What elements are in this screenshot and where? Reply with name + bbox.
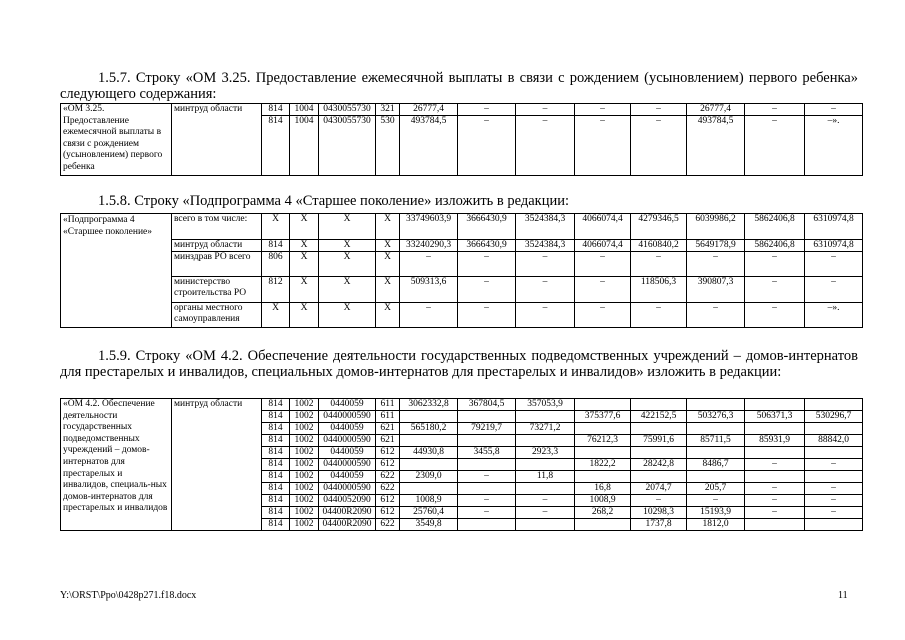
t2-cell: 5862406,8 bbox=[745, 214, 805, 240]
t3-cell: 622 bbox=[376, 471, 400, 483]
t2-cell: X bbox=[376, 214, 400, 240]
t1-cell: 814 bbox=[262, 104, 290, 116]
t1-cell: 0430055730 bbox=[319, 116, 376, 176]
t3-cell: 2074,7 bbox=[631, 483, 687, 495]
t3-cell bbox=[575, 423, 631, 435]
t2-row-label: минтруд области bbox=[172, 240, 262, 252]
t3-cell: 0440000590 bbox=[319, 459, 376, 471]
t3-cell: 0440000590 bbox=[319, 411, 376, 423]
t3-cell: 1002 bbox=[290, 411, 319, 423]
t3-cell bbox=[458, 435, 516, 447]
t2-cell: – bbox=[516, 277, 575, 303]
t3-cell: 88842,0 bbox=[805, 435, 863, 447]
t2-cell: 118506,3 bbox=[631, 277, 687, 303]
t3-cell: 25760,4 bbox=[400, 507, 458, 519]
t3-cell: 0440059 bbox=[319, 399, 376, 411]
t2-cell: 4066074,4 bbox=[575, 240, 631, 252]
t2-cell: 3524384,3 bbox=[516, 214, 575, 240]
t3-cell: 8486,7 bbox=[687, 459, 745, 471]
t3-cell: 04400R2090 bbox=[319, 519, 376, 531]
t3-cell: 814 bbox=[262, 471, 290, 483]
t3-cell bbox=[458, 459, 516, 471]
t3-cell: 3455,8 bbox=[458, 447, 516, 459]
t3-cell bbox=[400, 483, 458, 495]
t3-cell: – bbox=[458, 495, 516, 507]
t3-cell bbox=[687, 447, 745, 459]
t3-cell: 565180,2 bbox=[400, 423, 458, 435]
file-path: Y:\ORST\Ppo\0428p271.f18.docx bbox=[60, 590, 197, 601]
t2-cell: – bbox=[400, 303, 458, 328]
t3-cell: 11,8 bbox=[516, 471, 575, 483]
t3-cell: 621 bbox=[376, 423, 400, 435]
t3-name-cell: «ОМ 4.2. Обеспечение деятельности государственных подведомственных учреждений – домов-интернатов для престарелых и инвалидов, специаль-ных домов-интернатов для престарелых и инвалидов bbox=[61, 399, 172, 531]
t3-cell: – bbox=[745, 507, 805, 519]
t1-cell: – bbox=[516, 116, 575, 176]
t1-cell: – bbox=[458, 104, 516, 116]
t3-cell: 28242,8 bbox=[631, 459, 687, 471]
t3-cell: 622 bbox=[376, 519, 400, 531]
t3-cell: 2923,3 bbox=[516, 447, 575, 459]
t3-cell bbox=[516, 459, 575, 471]
t2-cell: 6039986,2 bbox=[687, 214, 745, 240]
t2-cell: 509313,6 bbox=[400, 277, 458, 303]
t2-cell: X bbox=[262, 214, 290, 240]
t3-cell: 04400R2090 bbox=[319, 507, 376, 519]
t2-cell: – bbox=[575, 252, 631, 277]
t1-cell: – bbox=[805, 104, 863, 116]
t3-cell: 10298,3 bbox=[631, 507, 687, 519]
t3-cell: – bbox=[805, 495, 863, 507]
paragraph-1-5-7: 1.5.7. Строку «ОМ 3.25. Предоставление ежемесячной выплаты в связи с рождением (усыновлением) первого ребенка» следующего содержания: bbox=[60, 70, 858, 102]
t3-cell: 1002 bbox=[290, 495, 319, 507]
t1-cell: 530 bbox=[376, 116, 400, 176]
t3-cell bbox=[805, 519, 863, 531]
t3-cell: 205,7 bbox=[687, 483, 745, 495]
t3-cell: 814 bbox=[262, 495, 290, 507]
t2-row-label: минздрав РО всего bbox=[172, 252, 262, 277]
t3-cell: 3549,8 bbox=[400, 519, 458, 531]
t2-cell: X bbox=[376, 303, 400, 328]
t3-cell bbox=[575, 471, 631, 483]
t2-cell: – bbox=[516, 252, 575, 277]
t2-cell: – bbox=[745, 303, 805, 328]
t3-cell bbox=[400, 411, 458, 423]
t2-cell: 3666430,9 bbox=[458, 214, 516, 240]
t1-cell: – bbox=[631, 116, 687, 176]
t1-cell: 26777,4 bbox=[687, 104, 745, 116]
t3-cell bbox=[631, 471, 687, 483]
t3-cell: 1002 bbox=[290, 399, 319, 411]
t3-cell bbox=[400, 435, 458, 447]
t3-cell bbox=[805, 447, 863, 459]
t3-cell: 357053,9 bbox=[516, 399, 575, 411]
t3-cell: 15193,9 bbox=[687, 507, 745, 519]
t3-cell bbox=[631, 447, 687, 459]
t2-cell: X bbox=[290, 240, 319, 252]
t3-cell: 814 bbox=[262, 483, 290, 495]
t3-cell bbox=[745, 519, 805, 531]
t3-cell: 1008,9 bbox=[400, 495, 458, 507]
t3-cell: – bbox=[687, 495, 745, 507]
t2-cell: 812 bbox=[262, 277, 290, 303]
t1-cell: – bbox=[575, 116, 631, 176]
t3-cell bbox=[516, 435, 575, 447]
t3-cell: 612 bbox=[376, 507, 400, 519]
t2-row-label: министерство строительства РО bbox=[172, 277, 262, 303]
t3-cell: 814 bbox=[262, 507, 290, 519]
t1-cell: – bbox=[745, 104, 805, 116]
t3-cell: – bbox=[745, 459, 805, 471]
t1-cell: – bbox=[575, 104, 631, 116]
t3-cell bbox=[516, 483, 575, 495]
t3-cell bbox=[516, 411, 575, 423]
t3-cell bbox=[805, 399, 863, 411]
paragraph-1-5-8: 1.5.8. Строку «Подпрограмма 4 «Старшее поколение» изложить в редакции: bbox=[98, 193, 570, 209]
t3-cell: 506371,3 bbox=[745, 411, 805, 423]
t2-row-label: всего в том числе: bbox=[172, 214, 262, 240]
t3-cell: 75991,6 bbox=[631, 435, 687, 447]
t3-cell: – bbox=[458, 471, 516, 483]
t2-cell: – bbox=[687, 303, 745, 328]
t2-cell: X bbox=[319, 240, 376, 252]
t2-cell: X bbox=[319, 277, 376, 303]
t3-cell bbox=[687, 471, 745, 483]
t3-cell bbox=[687, 399, 745, 411]
t3-cell: 85711,5 bbox=[687, 435, 745, 447]
t3-cell: – bbox=[631, 495, 687, 507]
t3-cell: 76212,3 bbox=[575, 435, 631, 447]
t3-cell: 814 bbox=[262, 519, 290, 531]
t1-executor-cell: минтруд области bbox=[172, 104, 262, 176]
t2-cell: X bbox=[319, 252, 376, 277]
t3-cell bbox=[458, 483, 516, 495]
t3-cell: 1812,0 bbox=[687, 519, 745, 531]
t2-cell: – bbox=[458, 303, 516, 328]
t1-name-cell: «ОМ 3.25. Предоставление ежемесячной выплаты в связи с рождением (усыновлением) первого ребенка bbox=[61, 104, 172, 176]
t2-cell: – bbox=[805, 277, 863, 303]
t2-cell: X bbox=[319, 303, 376, 328]
t3-cell bbox=[745, 447, 805, 459]
t2-cell: 6310974,8 bbox=[805, 240, 863, 252]
t3-cell: – bbox=[805, 507, 863, 519]
t3-cell: 612 bbox=[376, 495, 400, 507]
t2-cell: – bbox=[805, 252, 863, 277]
t2-cell: X bbox=[319, 214, 376, 240]
t3-cell: – bbox=[805, 459, 863, 471]
t3-cell: 611 bbox=[376, 399, 400, 411]
t3-cell: 0440059 bbox=[319, 447, 376, 459]
t3-cell bbox=[631, 399, 687, 411]
t3-cell bbox=[745, 423, 805, 435]
t2-cell: 4066074,4 bbox=[575, 214, 631, 240]
t3-cell bbox=[458, 411, 516, 423]
t3-cell: – bbox=[745, 495, 805, 507]
t3-cell bbox=[745, 399, 805, 411]
t3-cell bbox=[805, 423, 863, 435]
t2-cell: – bbox=[575, 277, 631, 303]
t3-cell: 530296,7 bbox=[805, 411, 863, 423]
t2-cell: – bbox=[631, 252, 687, 277]
t1-cell: 1004 bbox=[290, 116, 319, 176]
t3-cell bbox=[575, 519, 631, 531]
t3-cell: 0440059 bbox=[319, 423, 376, 435]
t1-cell: 0430055730 bbox=[319, 104, 376, 116]
t2-cell: – bbox=[631, 303, 687, 328]
t2-cell: 390807,3 bbox=[687, 277, 745, 303]
t2-cell: X bbox=[262, 303, 290, 328]
t2-cell: – bbox=[516, 303, 575, 328]
t1-cell: 26777,4 bbox=[400, 104, 458, 116]
t2-cell: X bbox=[376, 252, 400, 277]
t2-cell: 5649178,9 bbox=[687, 240, 745, 252]
t3-cell: 1737,8 bbox=[631, 519, 687, 531]
t3-cell: 1002 bbox=[290, 435, 319, 447]
t2-cell: 806 bbox=[262, 252, 290, 277]
t2-cell: 5862406,8 bbox=[745, 240, 805, 252]
t3-cell: 814 bbox=[262, 399, 290, 411]
t2-cell: 6310974,8 bbox=[805, 214, 863, 240]
t3-cell: – bbox=[745, 483, 805, 495]
t2-cell: – bbox=[745, 252, 805, 277]
t3-cell: 422152,5 bbox=[631, 411, 687, 423]
t3-executor-cell: минтруд области bbox=[172, 399, 262, 531]
t3-cell: 0440059 bbox=[319, 471, 376, 483]
t3-cell: 375377,6 bbox=[575, 411, 631, 423]
t3-cell: 367804,5 bbox=[458, 399, 516, 411]
t2-cell: X bbox=[290, 303, 319, 328]
t1-cell: – bbox=[458, 116, 516, 176]
t3-cell: 3062332,8 bbox=[400, 399, 458, 411]
t2-cell: 33749603,9 bbox=[400, 214, 458, 240]
t3-cell: 1002 bbox=[290, 471, 319, 483]
t2-cell: X bbox=[290, 214, 319, 240]
t2-cell: – bbox=[575, 303, 631, 328]
t2-cell: X bbox=[290, 277, 319, 303]
t2-cell: X bbox=[376, 240, 400, 252]
t3-cell: 44930,8 bbox=[400, 447, 458, 459]
t3-cell: 814 bbox=[262, 447, 290, 459]
t2-cell: 4160840,2 bbox=[631, 240, 687, 252]
t3-cell: 79219,7 bbox=[458, 423, 516, 435]
t2-cell: –». bbox=[805, 303, 863, 328]
t3-cell: 1002 bbox=[290, 507, 319, 519]
t1-cell: 1004 bbox=[290, 104, 319, 116]
t3-cell: 1822,2 bbox=[575, 459, 631, 471]
t3-cell: 612 bbox=[376, 459, 400, 471]
table-om-3-25 bbox=[60, 103, 863, 176]
t1-cell: –». bbox=[805, 116, 863, 176]
t3-cell: 0440052090 bbox=[319, 495, 376, 507]
t3-cell: 1002 bbox=[290, 483, 319, 495]
t3-cell bbox=[745, 471, 805, 483]
t3-cell: 2309,0 bbox=[400, 471, 458, 483]
t1-cell: 493784,5 bbox=[687, 116, 745, 176]
t2-cell: – bbox=[687, 252, 745, 277]
t1-cell: 321 bbox=[376, 104, 400, 116]
t3-cell: 612 bbox=[376, 447, 400, 459]
t3-cell: 814 bbox=[262, 459, 290, 471]
t3-cell: 1002 bbox=[290, 519, 319, 531]
table-subprogram-4 bbox=[60, 213, 863, 328]
t3-cell: 268,2 bbox=[575, 507, 631, 519]
t2-row-label: органы местного самоуправления bbox=[172, 303, 262, 328]
t3-cell: 1002 bbox=[290, 459, 319, 471]
t3-cell bbox=[458, 519, 516, 531]
t2-cell: – bbox=[745, 277, 805, 303]
t3-cell: 1008,9 bbox=[575, 495, 631, 507]
t2-cell: X bbox=[290, 252, 319, 277]
t2-cell: 814 bbox=[262, 240, 290, 252]
t3-cell: – bbox=[805, 483, 863, 495]
t2-cell: – bbox=[458, 252, 516, 277]
t3-cell bbox=[805, 471, 863, 483]
t2-cell: – bbox=[458, 277, 516, 303]
t3-cell: – bbox=[516, 507, 575, 519]
t2-cell: – bbox=[400, 252, 458, 277]
t3-cell: 73271,2 bbox=[516, 423, 575, 435]
t3-cell: 814 bbox=[262, 435, 290, 447]
t3-cell: 16,8 bbox=[575, 483, 631, 495]
t3-cell: – bbox=[516, 495, 575, 507]
t2-cell: 3524384,3 bbox=[516, 240, 575, 252]
t3-cell bbox=[687, 423, 745, 435]
t3-cell: 814 bbox=[262, 423, 290, 435]
t3-cell: 611 bbox=[376, 411, 400, 423]
t3-cell: 503276,3 bbox=[687, 411, 745, 423]
t1-cell: 814 bbox=[262, 116, 290, 176]
t1-cell: 493784,5 bbox=[400, 116, 458, 176]
t2-cell: X bbox=[376, 277, 400, 303]
t2-cell: 3666430,9 bbox=[458, 240, 516, 252]
t1-cell: – bbox=[745, 116, 805, 176]
t3-cell: – bbox=[458, 507, 516, 519]
t3-cell bbox=[575, 447, 631, 459]
t3-cell: 1002 bbox=[290, 423, 319, 435]
t3-cell bbox=[516, 519, 575, 531]
t2-cell: 4279346,5 bbox=[631, 214, 687, 240]
paragraph-1-5-9: 1.5.9. Строку «ОМ 4.2. Обеспечение деятельности государственных подведомственных учреждений – домов-интернатов для престарелых и инвалидов, специальных домов-интернатов для престарелых и инвалидов» изложить в редакции: bbox=[60, 348, 858, 380]
page-number: 11 bbox=[838, 590, 848, 601]
t3-cell: 1002 bbox=[290, 447, 319, 459]
t3-cell bbox=[631, 423, 687, 435]
t3-cell: 85931,9 bbox=[745, 435, 805, 447]
table-om-4-2 bbox=[60, 398, 863, 531]
t3-cell: 622 bbox=[376, 483, 400, 495]
t2-name-cell: «Подпрограмма 4 «Старшее поколение» bbox=[61, 214, 172, 328]
t3-cell bbox=[400, 459, 458, 471]
t3-cell: 0440000590 bbox=[319, 435, 376, 447]
t3-cell: 0440000590 bbox=[319, 483, 376, 495]
t1-cell: – bbox=[516, 104, 575, 116]
t3-cell: 621 bbox=[376, 435, 400, 447]
t3-cell: 814 bbox=[262, 411, 290, 423]
t1-cell: – bbox=[631, 104, 687, 116]
t3-cell bbox=[575, 399, 631, 411]
t2-cell: 33240290,3 bbox=[400, 240, 458, 252]
